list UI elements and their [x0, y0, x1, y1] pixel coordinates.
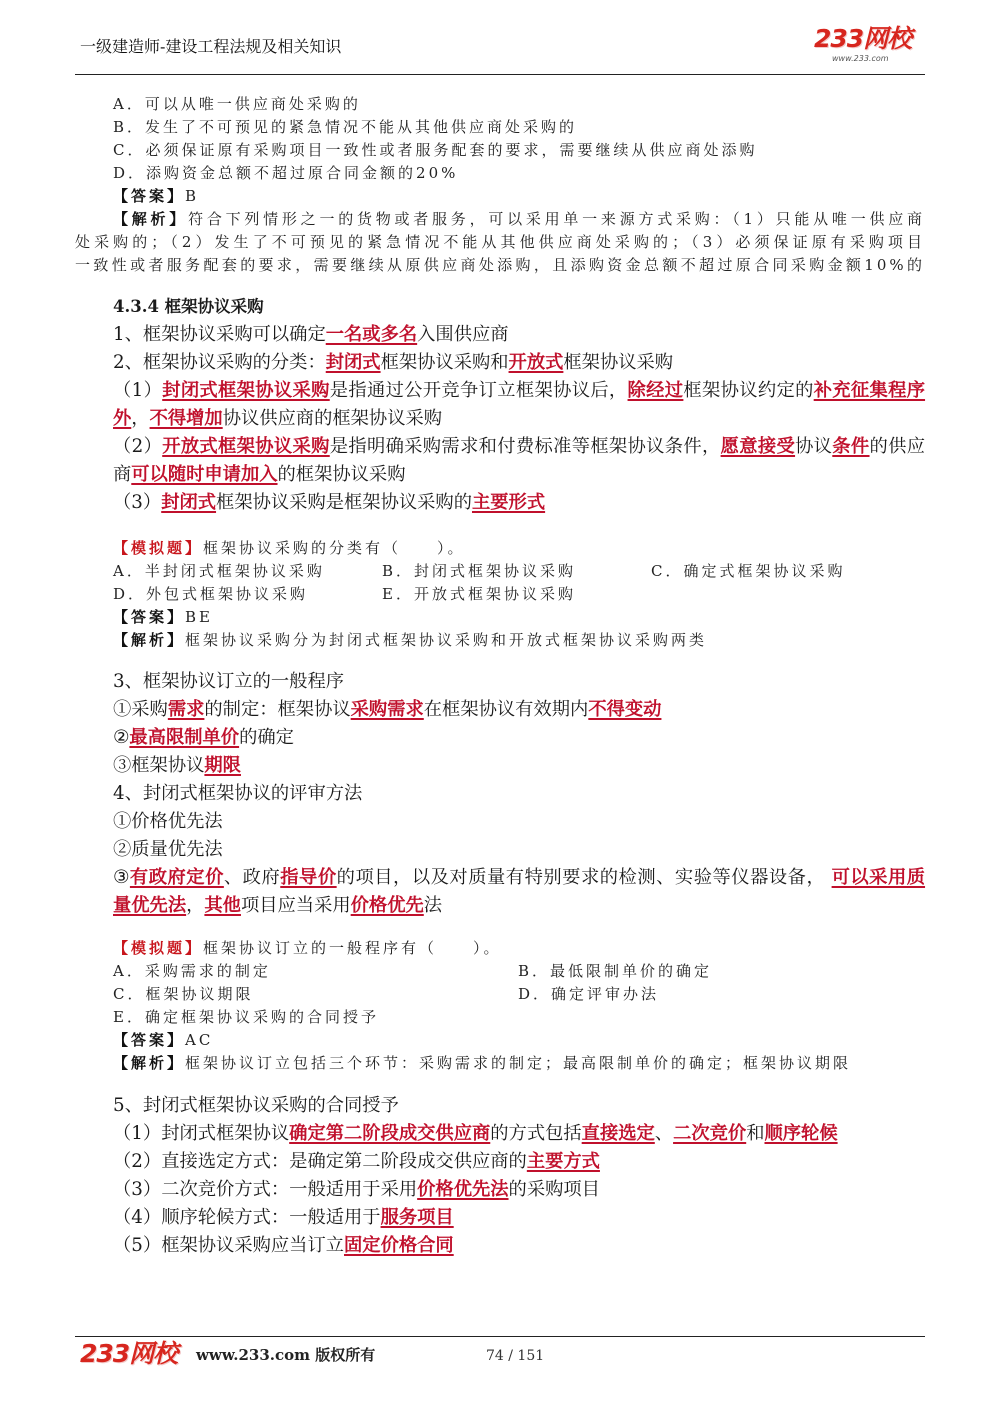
text-segment: 是指明确采购需求和付费标准等框架协议条件，	[329, 436, 721, 457]
text-segment: 项目应当采用	[240, 894, 351, 916]
highlighted-term: 采购需求	[350, 698, 424, 720]
page-content	[75, 93, 925, 1260]
mock-stem-text: 框架协议订立的一般程序有（ ）。	[203, 939, 502, 957]
footer-copyright: www.233.com 版权所有	[196, 1346, 376, 1364]
highlighted-term: 条件	[832, 436, 870, 457]
body-line	[75, 461, 925, 489]
text-segment: 的制定：框架协议	[204, 698, 351, 720]
highlighted-term: 顺序轮候	[764, 1122, 838, 1144]
text-segment: 是指通过公开竞争订立框架协议后，	[329, 380, 628, 401]
body-line	[75, 405, 925, 433]
text-segment: 和	[746, 1122, 765, 1144]
analysis-line	[75, 1052, 925, 1075]
body-line	[75, 808, 925, 836]
text-segment: ②质量优先法	[113, 838, 223, 860]
text-segment: （2）直接选定方式：是确定第二阶段成交供应商的	[113, 1150, 527, 1172]
highlighted-term: 其他	[204, 894, 241, 916]
text-segment: ，	[131, 408, 150, 429]
mock-option-c: C．框架协议期限	[113, 985, 254, 1003]
text-segment: 法	[423, 894, 443, 916]
text-segment: ③框架协议	[113, 754, 205, 776]
text-segment: ，	[186, 894, 205, 916]
highlighted-term: 有政府定价	[129, 866, 224, 888]
highlighted-term: 服务项目	[380, 1206, 454, 1228]
highlighted-term: 确定第二阶段成交供应商	[289, 1122, 491, 1144]
text-segment: 在框架协议有效期内	[423, 698, 589, 720]
highlighted-term: 需求	[167, 698, 205, 720]
body-line	[75, 780, 925, 808]
highlighted-term: 价格优先法	[417, 1178, 509, 1200]
highlighted-term: 封闭式	[325, 352, 381, 373]
highlighted-term: 开放式	[508, 352, 564, 373]
text-segment: 3、框架协议订立的一般程序	[113, 670, 345, 692]
text-segment: 商	[113, 464, 132, 485]
logo-wordmark: 233网校	[814, 24, 912, 53]
body-line	[75, 321, 925, 349]
section-contract-award	[75, 1092, 925, 1260]
body-line	[75, 724, 925, 752]
text-segment: ③	[113, 866, 130, 888]
footer-rule	[75, 1336, 925, 1337]
section-procedure-and-review	[75, 668, 925, 920]
text-segment: 的确定	[239, 726, 294, 748]
body-line	[75, 892, 925, 920]
question-tail	[75, 93, 925, 277]
highlighted-term: 主要形式	[471, 492, 546, 513]
mock-stem-text: 框架协议采购的分类有（ ）。	[203, 538, 466, 557]
body-line	[75, 1148, 925, 1176]
mock-question-2	[75, 937, 925, 1075]
text-segment: ①价格优先法	[113, 810, 223, 832]
section-heading: 4.3.4 框架协议采购	[113, 297, 264, 316]
mock-label: 【模拟题】	[113, 538, 204, 557]
mock-option-a: A．采购需求的制定	[113, 962, 271, 980]
answer-label: 【答案】	[113, 1031, 186, 1049]
mock-option-d: D．确定评审办法	[518, 985, 660, 1003]
analysis-line: 处采购的；（2）发生了不可预见的紧急情况不能从其他供应商处采购的；（3）必须保证原有采购项目	[75, 233, 925, 251]
highlighted-term: 量优先法	[113, 894, 187, 916]
mock-option-d: D．外包式框架协议采购	[113, 584, 309, 603]
mock-stem	[75, 937, 925, 960]
highlighted-term: 外	[113, 408, 132, 429]
analysis-label: 【解析】	[113, 630, 186, 649]
text-segment: 框架协议约定的	[683, 380, 814, 401]
body-line	[75, 1232, 925, 1260]
analysis-line	[75, 629, 925, 652]
highlighted-term: 价格优先	[350, 894, 424, 916]
highlighted-term: 不得增加	[149, 408, 223, 429]
analysis-label: 【解析】	[113, 210, 189, 228]
mock-option-a: A．半封闭式框架协议采购	[113, 561, 325, 580]
body-line	[75, 1176, 925, 1204]
answer-value: BE	[185, 607, 213, 626]
text-segment: 的项目，以及对质量有特别要求的检测、实验等仪器设备，	[336, 866, 832, 888]
answer-line	[75, 185, 925, 208]
option-a: A．可以从唯一供应商处采购的	[113, 95, 361, 113]
text-segment: （2）	[113, 436, 163, 457]
analysis-text: 符合下列情形之一的货物或者服务，可以采用单一来源方式采购：（1）只能从唯一供应商	[188, 210, 925, 228]
body-line	[75, 864, 925, 892]
analysis-line	[75, 208, 925, 231]
highlighted-term: 除经过	[627, 380, 684, 401]
highlighted-term: 二次竞价	[673, 1122, 747, 1144]
mock-options-row	[75, 583, 925, 606]
body-line	[75, 349, 925, 377]
text-segment: 2、框架协议采购的分类：	[113, 352, 326, 373]
mock-option-c: C．确定式框架协议采购	[651, 561, 846, 580]
option-b: B．发生了不可预见的紧急情况不能从其他供应商处采购的	[113, 118, 578, 136]
text-segment: （1）封闭式框架协议	[113, 1122, 290, 1144]
body-line	[75, 1092, 925, 1120]
text-segment: （5）框架协议采购应当订立	[113, 1234, 345, 1256]
body-line	[75, 836, 925, 864]
answer-value: B	[185, 187, 200, 205]
body-line	[75, 1204, 925, 1232]
mock-options-row	[75, 960, 925, 983]
body-line	[75, 1120, 925, 1148]
text-segment: 的框架协议采购	[277, 464, 406, 485]
answer-label: 【答案】	[113, 607, 186, 626]
highlighted-term: 固定价格合同	[344, 1234, 454, 1256]
text-segment: ②	[113, 726, 130, 748]
header-logo	[814, 24, 924, 64]
analysis-text: 框架协议订立包括三个环节：采购需求的制定；最高限制单价的确定；框架协议期限	[185, 1054, 852, 1072]
body-line	[75, 377, 925, 405]
text-segment: 、政府	[223, 866, 281, 888]
highlighted-term: 补充征集程序	[813, 380, 926, 401]
option-c: C．必须保证原有采购项目一致性或者服务配套的要求，需要继续从供应商处添购	[113, 141, 758, 159]
highlighted-term: 一名或多名	[325, 324, 418, 345]
analysis-label: 【解析】	[113, 1054, 186, 1072]
highlighted-term: 直接选定	[581, 1122, 655, 1144]
text-segment: 框架协议采购是框架协议采购的	[216, 492, 472, 513]
analysis-text: 框架协议采购分为封闭式框架协议采购和开放式框架协议采购两类	[185, 630, 708, 649]
logo-url-text: www.233.com	[832, 54, 889, 63]
section-framework-agreement	[75, 293, 925, 517]
highlighted-term: 可以采用质	[831, 866, 926, 888]
mock-option-b: B．封闭式框架协议采购	[382, 561, 577, 580]
text-segment: 框架协议采购	[563, 352, 674, 373]
answer-label: 【答案】	[113, 187, 186, 205]
option-d: D．添购资金总额不超过原合同金额的20%	[113, 164, 459, 182]
mock-options-row	[75, 560, 925, 583]
highlighted-term: 开放式框架协议采购	[162, 436, 330, 457]
mock-options-row	[75, 983, 925, 1006]
highlighted-term: 封闭式	[161, 492, 217, 513]
text-segment: （1）	[113, 380, 163, 401]
text-segment: 的供应	[869, 436, 926, 457]
text-segment: 5、封闭式框架协议采购的合同授予	[113, 1094, 399, 1116]
analysis-line: 一致性或者服务配套的要求，需要继续从原供应商处添购，且添购资金总额不超过原合同采购金额10%的	[75, 256, 925, 274]
highlighted-term: 不得变动	[588, 698, 662, 720]
body-line	[75, 752, 925, 780]
text-segment: ①采购	[113, 698, 168, 720]
text-segment: 的方式包括	[490, 1122, 582, 1144]
text-segment: 、	[654, 1122, 674, 1144]
text-segment: 入围供应商	[417, 324, 509, 345]
text-segment: 框架协议采购和	[380, 352, 509, 373]
footer-logo: 233网校	[80, 1339, 178, 1368]
highlighted-term: 主要方式	[526, 1150, 600, 1172]
highlighted-term: 最高限制单价	[129, 726, 240, 748]
mock-option-b: B．最低限制单价的确定	[518, 962, 713, 980]
header-rule	[75, 74, 925, 75]
mock-option-e: E．确定框架协议采购的合同授予	[113, 1008, 379, 1026]
text-segment: （3）二次竞价方式：一般适用于采用	[113, 1178, 418, 1200]
text-segment: （3）	[113, 492, 162, 513]
highlighted-term: 指导价	[280, 866, 337, 888]
text-segment: 协议供应商的框架协议采购	[222, 408, 443, 429]
page-number: 74 / 151	[486, 1348, 545, 1364]
body-line	[75, 696, 925, 724]
highlighted-term: 愿意接受	[720, 436, 796, 457]
body-line	[75, 668, 925, 696]
mock-stem	[75, 537, 925, 560]
mock-label: 【模拟题】	[113, 939, 204, 957]
text-segment: 1、框架协议采购可以确定	[113, 324, 326, 345]
answer-line	[75, 1029, 925, 1052]
highlighted-term: 可以随时申请加入	[131, 464, 278, 485]
highlighted-term: 封闭式框架协议采购	[162, 380, 330, 401]
body-line	[75, 433, 925, 461]
text-segment: 4、封闭式框架协议的评审方法	[113, 782, 363, 804]
header-title: 一级建造师-建设工程法规及相关知识	[80, 37, 342, 56]
text-segment: （4）顺序轮候方式：一般适用于	[113, 1206, 381, 1228]
text-segment: 的采购项目	[508, 1178, 600, 1200]
answer-value: AC	[185, 1031, 214, 1049]
text-segment: 协议	[795, 436, 833, 457]
highlighted-term: 期限	[204, 754, 241, 776]
mock-option-e: E．开放式框架协议采购	[382, 584, 576, 603]
mock-question-1	[75, 537, 925, 652]
body-line	[75, 489, 925, 517]
answer-line	[75, 606, 925, 629]
